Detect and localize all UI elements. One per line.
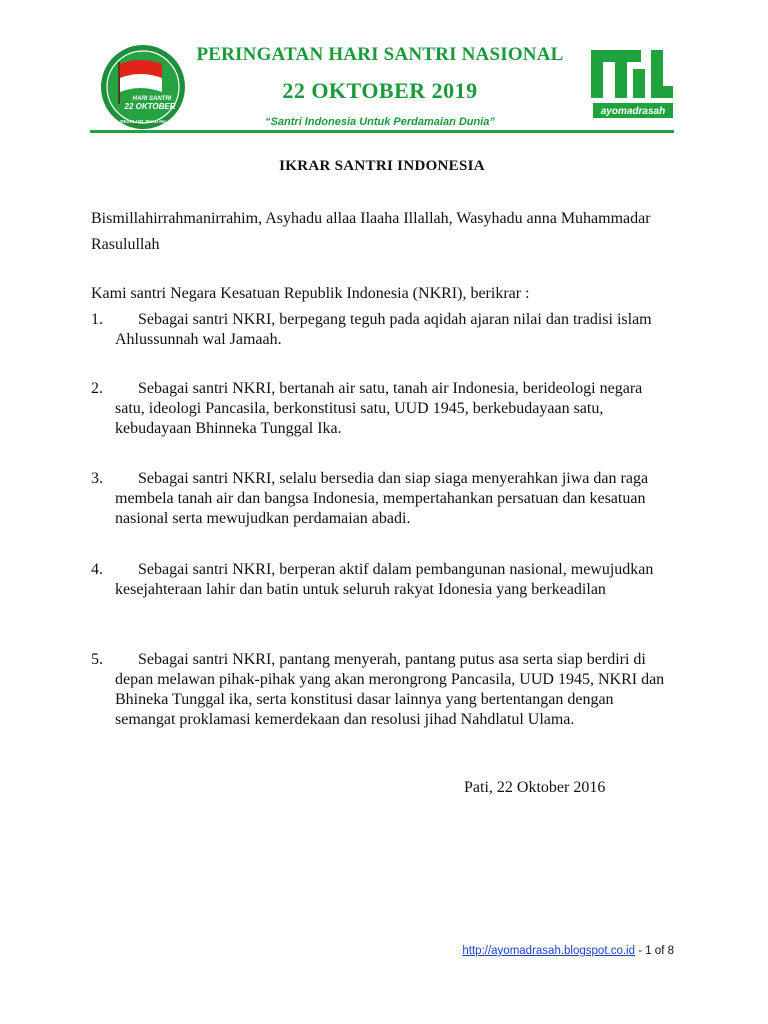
document-title: IKRAR SANTRI INDONESIA	[279, 158, 485, 174]
intro-paragraph: Kami santri Negara Kesatuan Republik Indonesia (NKRI), berikrar :	[91, 285, 530, 302]
pledge-number: 4.	[91, 561, 103, 578]
pledge-number: 2.	[91, 380, 103, 397]
hari-santri-logo	[100, 44, 186, 130]
pledge-text: Sebagai santri NKRI, berpegang teguh pada aqidah ajaran nilai dan tradisi islam Ahlussunnah wal Jamaah.	[115, 311, 652, 348]
svg-text:RESOLUSI JIHAD NU: RESOLUSI JIHAD NU	[120, 119, 166, 124]
pledge-number: 5.	[91, 651, 103, 668]
header-title: PERINGATAN HARI SANTRI NASIONAL	[196, 44, 564, 65]
pledge-item	[91, 560, 675, 600]
pledge-text: Sebagai santri NKRI, selalu bersedia dan siap siaga menyerahkan jiwa dan raga membela tanah air dan bangsa Indonesia, mempertahankan persatuan dan kesatuan nasional serta mewujudkan perdamaian abadi.	[115, 470, 649, 527]
page-counter: - 1 of 8	[635, 945, 674, 957]
svg-text:HARI SANTRI: HARI SANTRI	[132, 96, 172, 102]
pledge-item	[91, 650, 675, 730]
footer-link[interactable]: http://ayomadrasah.blogspot.co.id	[462, 945, 635, 957]
pledge-item	[91, 379, 675, 439]
pledge-number: 3.	[91, 470, 103, 487]
place-date: Pati, 22 Oktober 2016	[464, 779, 606, 796]
opening-paragraph: Bismillahirrahmanirrahim, Asyhadu allaa Ilaaha Illallah, Wasyhadu anna Muhammadar Rasulullah	[91, 210, 651, 253]
pledge-text: Sebagai santri NKRI, berperan aktif dalam pembangunan nasional, mewujudkan kesejahteraan lahir dan batin untuk seluruh rakyat Idonesia yang berkeadilan	[115, 561, 654, 598]
header-tagline: “Santri Indonesia Untuk Perdamaian Dunia”	[265, 116, 495, 128]
header-divider	[90, 130, 674, 133]
pledge-item	[91, 469, 675, 529]
page-footer	[400, 945, 674, 957]
pledge-number: 1.	[91, 311, 103, 328]
pledge-item	[91, 310, 675, 350]
ayomadrasah-logo	[589, 47, 675, 121]
pledge-text: Sebagai santri NKRI, pantang menyerah, pantang putus asa serta siap berdiri di depan melawan pihak-pihak yang akan merongrong Pancasila, UUD 1945, NKRI dan Bhineka Tunggal ika, serta konstitusi dasar lainnya yang bertentangan dengan semangat proklamasi kemerdekaan dan resolusi jihad Nahdlatul Ulama.	[115, 651, 665, 728]
header-date: 22 OKTOBER 2019	[282, 78, 478, 103]
svg-text:22 OKTOBER: 22 OKTOBER	[124, 102, 176, 111]
svg-text:ayomadrasah: ayomadrasah	[600, 106, 666, 117]
pledge-text: Sebagai santri NKRI, bertanah air satu, tanah air Indonesia, berideologi negara satu, ideologi Pancasila, berkonstitusi satu, UUD 1945, berkebudayaan satu, kebudayaan Bhinneka Tunggal Ika.	[115, 380, 643, 437]
